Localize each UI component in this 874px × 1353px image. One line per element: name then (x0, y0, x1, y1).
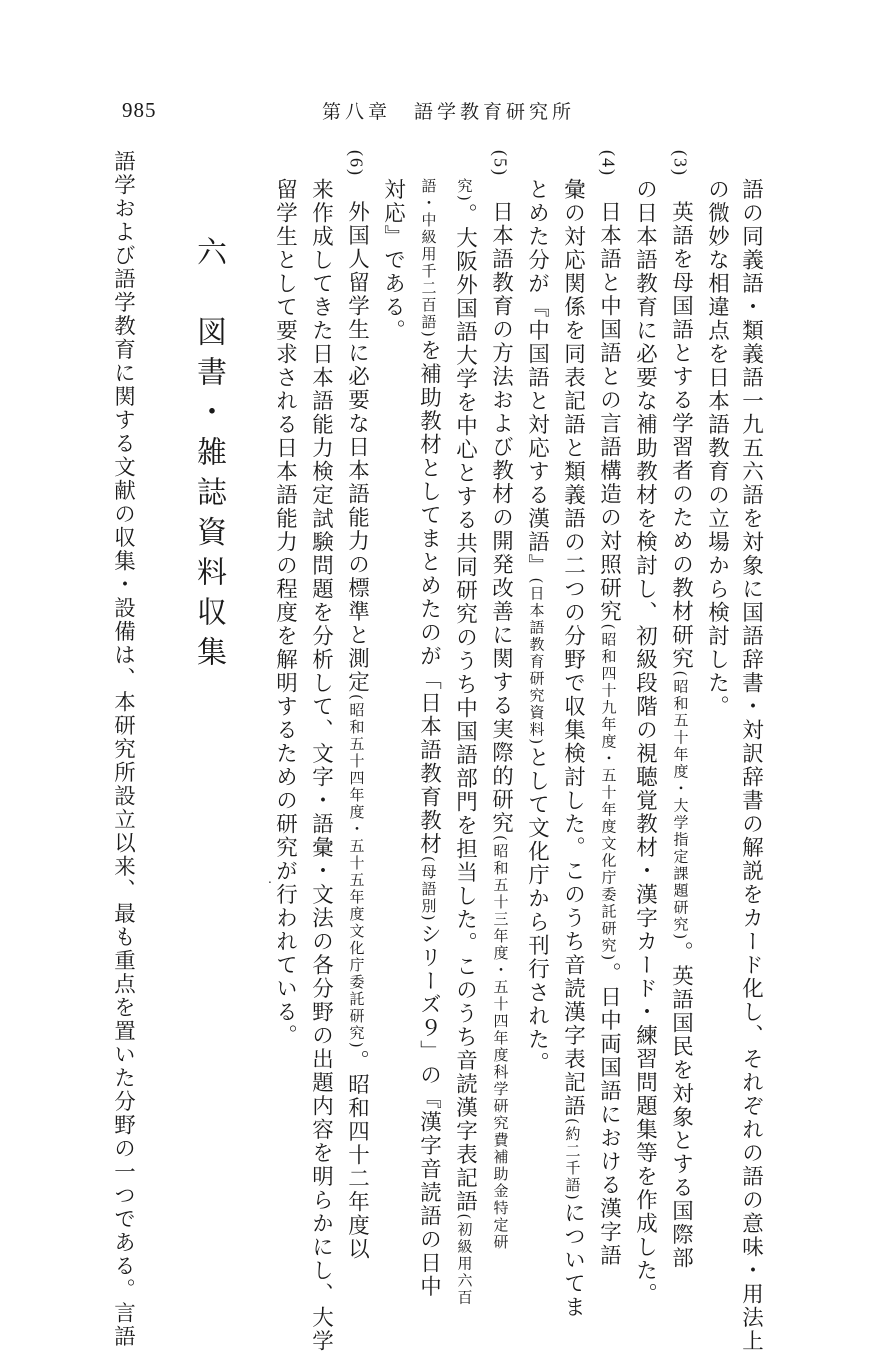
text-segment: 。昭和四十二年度以 (344, 1049, 370, 1262)
text-segment: 英語を母国語とする学習者のための教材研究 (668, 177, 694, 671)
text-segment: (6) (346, 150, 367, 177)
text-line-6 (562, 178, 584, 1319)
text-line-15 (112, 150, 134, 1349)
text-segment: 日本語教育の方法および教材の開発改善に関する実際的研究 (488, 177, 514, 835)
text-line-4 (634, 178, 656, 1306)
text-line-11 (382, 178, 404, 343)
text-segment: (昭和五十年度・大学指定課題研究) (671, 670, 690, 942)
text-segment: (3) (670, 150, 691, 177)
text-segment: 。英語国民を対象とする国際部 (668, 941, 694, 1271)
tail-mark: . (268, 872, 272, 886)
text-line-12 (346, 150, 368, 1261)
text-segment: 。大阪外国語大学を中心とする共同研究のうち中国語部門を担当した。このうち音読漢字表記語 (452, 202, 478, 1214)
text-segment: (母語別) (419, 855, 438, 923)
text-line-9 (454, 178, 476, 1306)
text-segment: 外国人留学生に必要な日本語能力の標準と測定 (344, 177, 370, 694)
running-header: 第八章 語学教育研究所 (322, 101, 576, 123)
text-segment: 究) (455, 178, 474, 203)
text-segment: (5) (490, 150, 511, 177)
text-line-14 (274, 178, 296, 1048)
text-segment: を補助教材としてまとめたのが「日本語教育教材 (416, 338, 442, 856)
text-line-8 (490, 150, 512, 1251)
text-segment: 。日中両国語における漢字語 (596, 962, 622, 1268)
text-segment: (日本語教育研究資料) (527, 577, 546, 747)
text-segment: (初級用六百 (455, 1213, 474, 1307)
text-segment: の微妙な相違点を日本語教育の立場から検討した。 (704, 178, 730, 719)
text-segment: (昭和四十九年度・五十年度文化庁委託研究) (599, 623, 618, 963)
text-segment: (4) (598, 150, 619, 177)
text-segment: (約二千語) (563, 1118, 582, 1202)
text-segment: 彙の対応関係を同表記語と類義語の二つの分野で収集検討した。このうち音読漢字表記語 (560, 178, 586, 1118)
text-line-2 (706, 178, 728, 719)
text-segment: 留学生として要求される日本語能力の程度を解明するための研究が行われている。 (272, 178, 298, 1048)
text-segment: 語学および語学教育に関する文献の収集・設備は、本研究所設立以来、最も重点を置いた分野の一つである。言語 (110, 150, 136, 1349)
text-line-5 (598, 150, 620, 1268)
text-line-3 (670, 150, 692, 1270)
text-line-7 (526, 178, 548, 1075)
text-segment: 語の同義語・類義語一九五六語を対象に国語辞書・対訳辞書の解説をカード化し、それぞれの語の意味・用法上 (738, 178, 764, 1353)
text-segment: 語・中級用千二百語) (419, 178, 438, 339)
text-segment: 対応』である。 (380, 178, 406, 343)
text-segment: についてま (560, 1201, 586, 1320)
text-segment: として文化庁から刊行された。 (524, 746, 550, 1076)
text-segment: 日本語と中国語との言語構造の対照研究 (596, 177, 622, 624)
page-number: 985 (122, 98, 157, 122)
text-segment: とめた分が『中国語と対応する漢語』 (524, 178, 550, 578)
text-line-10 (418, 178, 440, 1299)
text-segment: 来作成してきた日本語能力検定試験問題を分析して、文字・語彙・文法の各分野の出題内容を明らかにし、大学 (308, 178, 334, 1353)
text-segment: (昭和五十三年度・五十四年度科学研究費補助金特定研 (491, 835, 510, 1251)
text-line-13 (310, 178, 332, 1353)
text-segment: の日本語教育に必要な補助教材を検討し、初級段階の視聴覚教材・漢字カード・練習問題集等を作成した。 (632, 178, 658, 1306)
section-heading: 六 図書・雑誌資料収集 (191, 236, 226, 676)
text-line-1 (740, 178, 762, 1353)
text-segment: シリーズ９」の『漢字音読語の日中 (416, 922, 442, 1299)
text-segment: (昭和五十四年度・五十五年度文化庁委託研究) (347, 694, 366, 1050)
